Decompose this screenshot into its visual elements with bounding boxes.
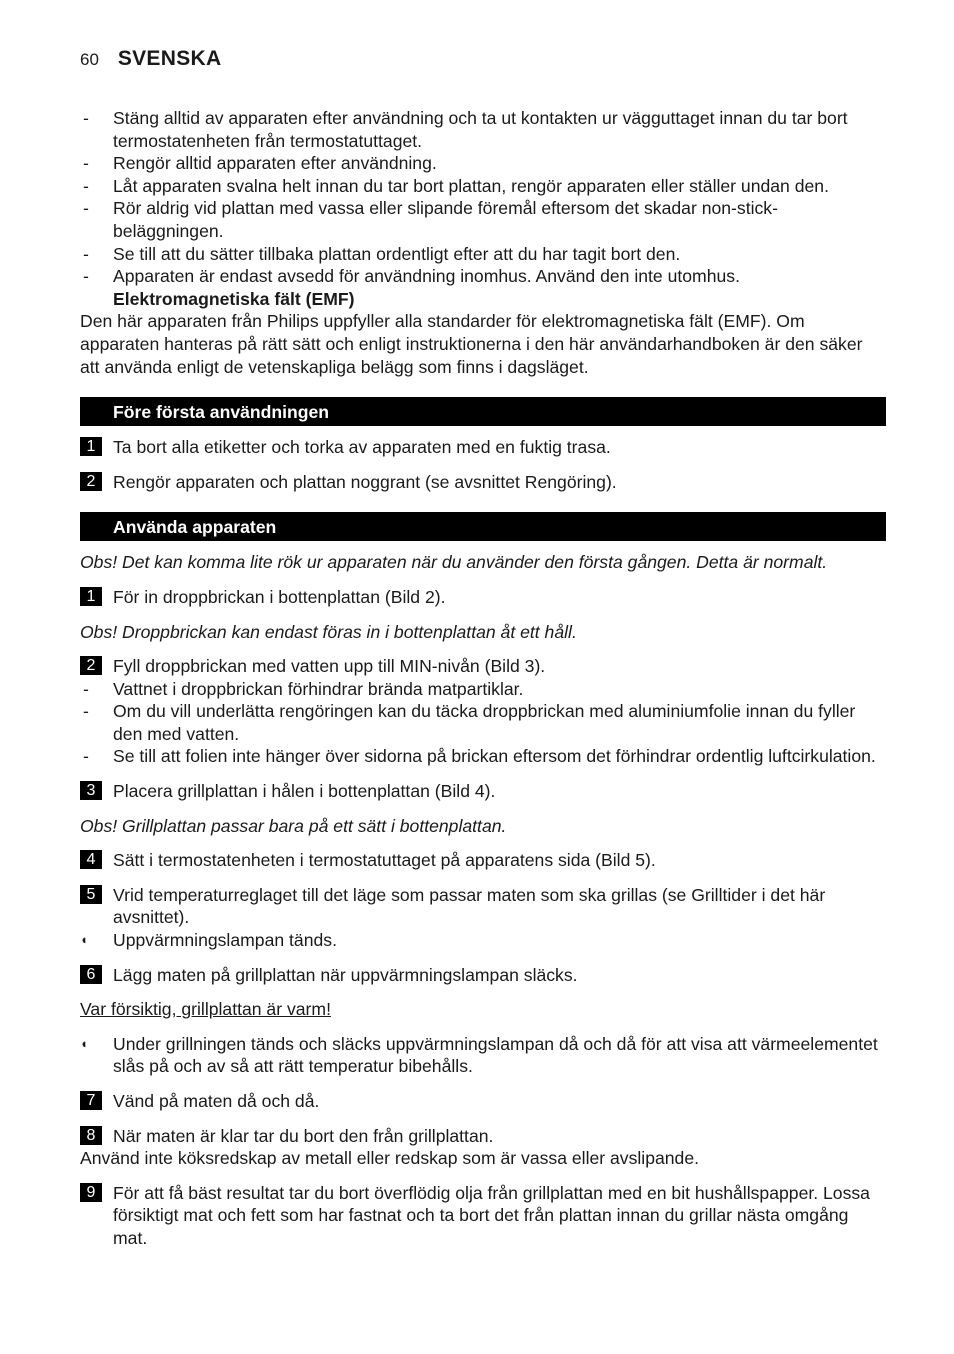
step-text: För att få bäst resultat tar du bort överflödig olja från grillplattan med en bit hushållspapper. Lossa försiktigt mat och fett som har fastnat och ta bort det från plattan innan du grillar nästa omgång mat.	[113, 1182, 870, 1248]
step-item	[80, 436, 886, 459]
emf-text: Den här apparaten från Philips uppfyller alla standarder för elektromagnetiska fält (EMF). Om apparaten hanteras på rätt sätt och enligt instruktionerna i den här användarhandboken är den säker att använda enligt de vetenskapliga belägg som finns i dagsläget.	[80, 311, 863, 377]
emf-heading: Elektromagnetiska fält (EMF)	[113, 288, 355, 309]
note: Obs! Droppbrickan kan endast föras in i bottenplattan åt ett håll.	[80, 621, 577, 642]
step-item	[80, 1090, 886, 1113]
page-header	[80, 48, 221, 72]
arrow-bullet-icon: ◖	[80, 932, 88, 948]
step-text: När maten är klar tar du bort den från grillplattan.	[113, 1125, 494, 1146]
step-text: Vänd på maten då och då.	[113, 1091, 320, 1111]
result-item	[80, 1033, 886, 1078]
safety-bullet: - Apparaten är endast avsedd för användning inomhus. Använd den inte utomhus.	[80, 265, 886, 288]
step-item	[80, 849, 886, 872]
step-note: Använd inte köksredskap av metall eller redskap som är vassa eller avslipande.	[80, 1148, 700, 1169]
step-item	[80, 884, 886, 929]
step-number: 7	[80, 1091, 102, 1110]
step-text: Sätt i termostatenheten i termostatuttaget på apparatens sida (Bild 5).	[113, 850, 656, 871]
result-text: Under grillningen tänds och släcks uppvärmningslampan då och då för att visa att värmeelementet slås på och av så att rätt temperatur bibehålls.	[113, 1033, 878, 1077]
result-text: Uppvärmningslampan tänds.	[113, 930, 337, 951]
safety-bullet: - Rör aldrig vid plattan med vassa eller slipande föremål eftersom det skadar non-stick-beläggningen.	[80, 197, 886, 242]
step-number: 2	[80, 472, 102, 491]
step-item	[80, 655, 886, 678]
language-heading: SVENSKA	[117, 47, 222, 70]
step-text: Ta bort alla etiketter och torka av apparaten med en fuktig trasa.	[113, 437, 611, 458]
step-item	[80, 964, 886, 987]
step-text: Fyll droppbrickan med vatten upp till MIN-nivån (Bild 3).	[113, 656, 546, 677]
step-text: Vrid temperaturreglaget till det läge som passar maten som ska grillas (se Grilltider i det här avsnittet).	[113, 884, 826, 928]
page-content	[80, 107, 886, 1250]
step-number: 1	[80, 587, 102, 606]
step-number: 1	[80, 437, 102, 456]
step-text: Placera grillplattan i hålen i bottenplattan (Bild 4).	[113, 781, 496, 802]
arrow-bullet-icon: ◖	[80, 1035, 88, 1051]
step-item	[80, 780, 886, 803]
note: Obs! Det kan komma lite rök ur apparaten när du använder den första gången. Detta är normalt.	[80, 552, 828, 573]
section-using: Använda apparaten	[80, 512, 886, 541]
step-number: 9	[80, 1183, 102, 1202]
safety-bullet: - Se till att du sätter tillbaka plattan ordentligt efter att du har tagit bort den.	[80, 243, 886, 266]
page-number: 60	[80, 50, 99, 69]
step-bullet: - Se till att folien inte hänger över sidorna på brickan eftersom det förhindrar ordentlig luftcirkulation.	[80, 745, 886, 768]
step-bullet: - Vattnet i droppbrickan förhindrar brända matpartiklar.	[80, 678, 886, 701]
step-item	[80, 586, 886, 609]
step-text: Rengör apparaten och plattan noggrant (se avsnittet Rengöring).	[113, 471, 617, 492]
step-text: För in droppbrickan i bottenplattan (Bild 2).	[113, 586, 446, 607]
section-before-first-use: Före första användningen	[80, 397, 886, 426]
step-number: 3	[80, 781, 102, 800]
safety-bullet: - Stäng alltid av apparaten efter användning och ta ut kontakten ur vägguttaget innan du tar bort termostatenheten från termostatuttaget.	[80, 107, 886, 152]
safety-bullet: - Låt apparaten svalna helt innan du tar bort plattan, rengör apparaten eller ställer undan den.	[80, 175, 886, 198]
step-number: 5	[80, 885, 102, 904]
warning-text: Var försiktig, grillplattan är varm!	[80, 999, 331, 1020]
step-bullet: - Om du vill underlätta rengöringen kan du täcka droppbrickan med aluminiumfolie innan du fyller den med vatten.	[80, 700, 886, 745]
step-item	[80, 1182, 886, 1250]
step-number: 2	[80, 656, 102, 675]
step-number: 4	[80, 850, 102, 869]
step-item	[80, 471, 886, 494]
step-text: Lägg maten på grillplattan när uppvärmningslampan släcks.	[113, 964, 578, 985]
note: Obs! Grillplattan passar bara på ett sätt i bottenplattan.	[80, 815, 507, 836]
result-item	[80, 929, 886, 952]
step-number: 8	[80, 1126, 102, 1145]
safety-bullet: - Rengör alltid apparaten efter användning.	[80, 152, 886, 175]
step-number: 6	[80, 965, 102, 984]
step-item	[80, 1125, 886, 1148]
